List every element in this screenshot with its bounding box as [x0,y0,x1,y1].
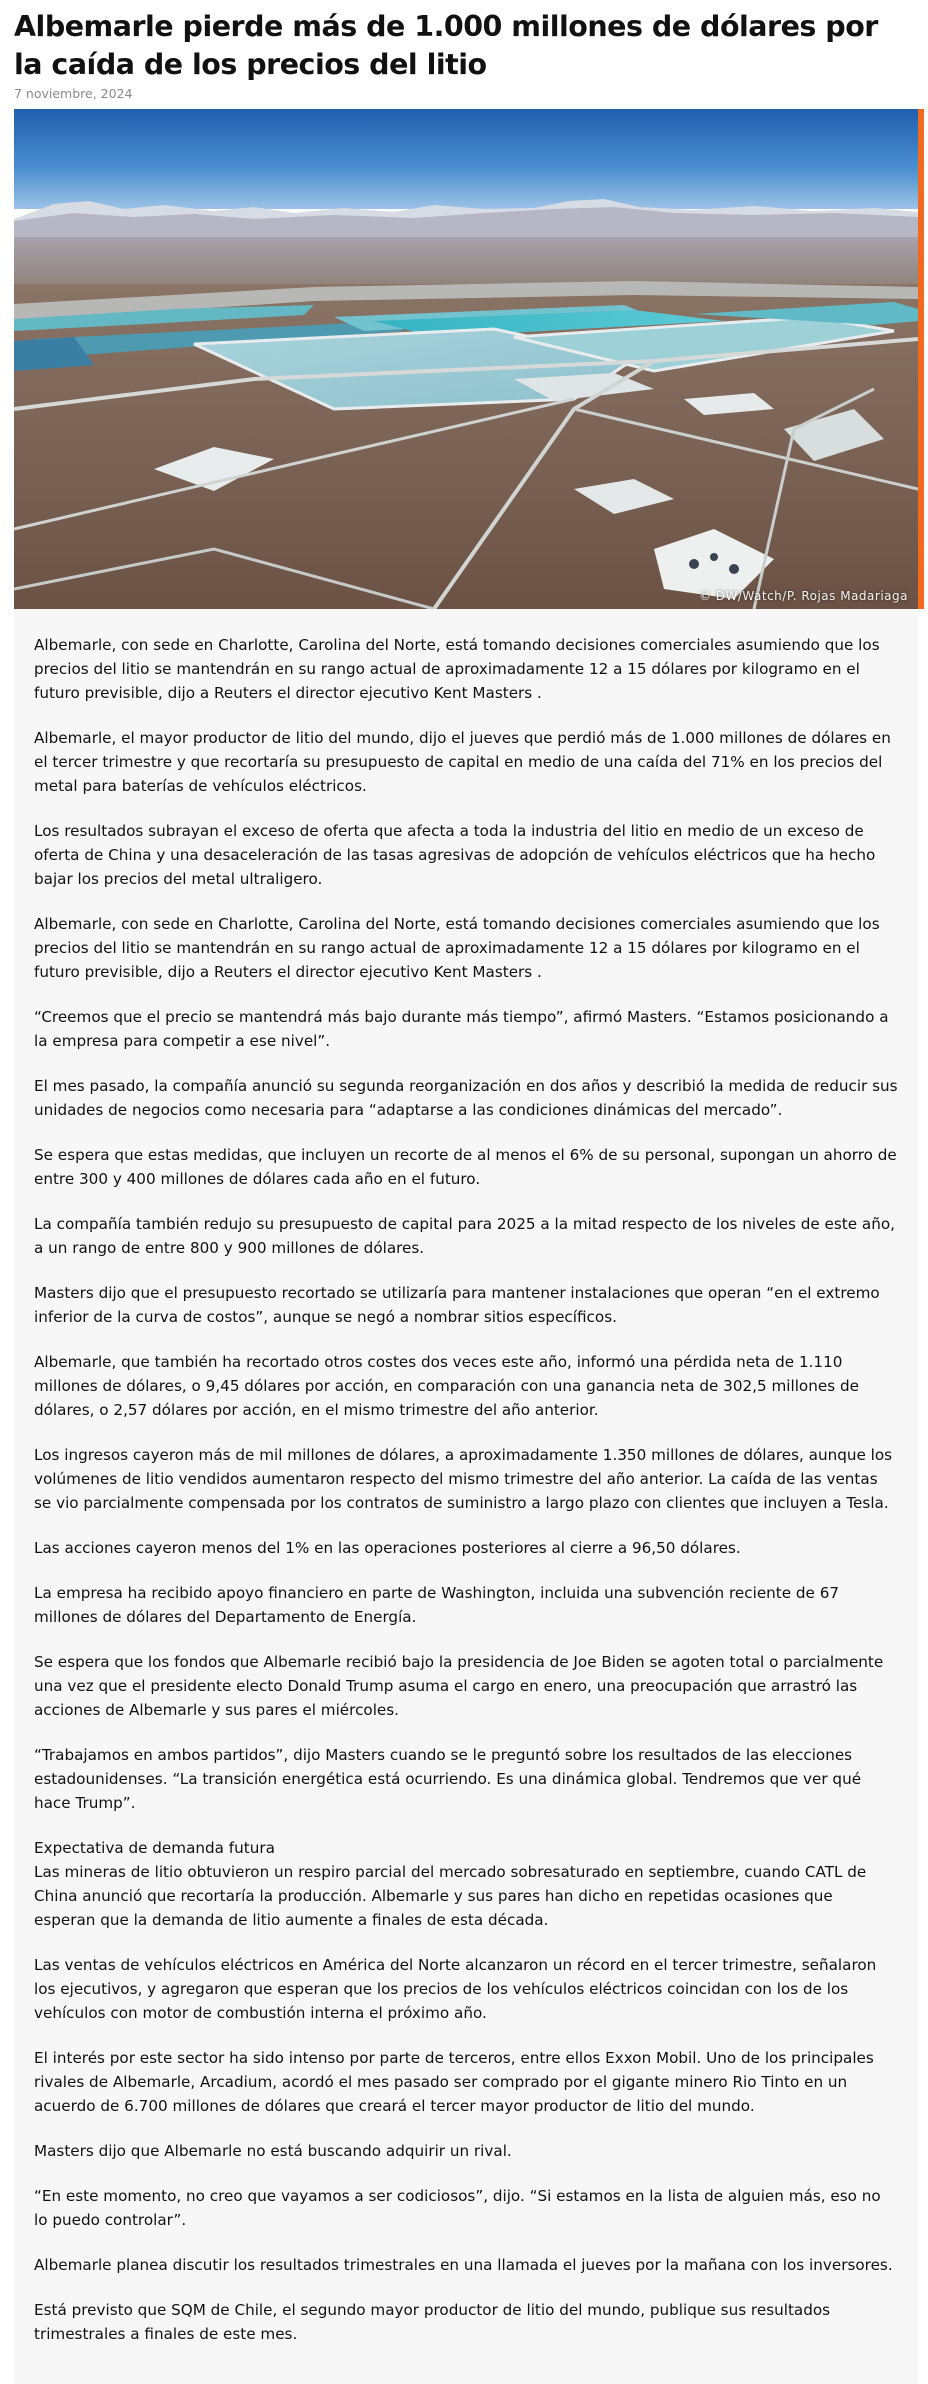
paragraph: Albemarle, que también ha recortado otros costes dos veces este año, informó una pérdida neta de 1.110 millones de dólares, o 9,45 dólares por acción, en comparación con una ganancia neta de 302,5 millones de dólares, o 2,57 dólares por acción, en el mismo trimestre del año anterior. [34,1353,859,1419]
paragraph: Las ventas de vehículos eléctricos en América del Norte alcanzaron un récord en el tercer trimestre, señalaron los ejecutivos, y agregaron que esperan que los precios de los vehículos eléctricos coincidan con los de los vehículos con motor de combustión interna el próximo año. [34,1956,877,2022]
paragraph: Se espera que estas medidas, que incluyen un recorte de al menos el 6% de su personal, supongan un ahorro de entre 300 y 400 millones de dólares cada año en el futuro. [34,1146,897,1188]
paragraph: “Trabajamos en ambos partidos”, dijo Masters cuando se le preguntó sobre los resultados de las elecciones estadounidenses. “La transición energética está ocurriendo. Es una dinámica global. Tendremos que ver qué hace Trump”. [34,1746,862,1812]
article-body [14,609,918,2384]
paragraph: Los ingresos cayeron más de mil millones de dólares, a aproximadamente 1.350 millones de dólares, aunque los volúmenes de litio vendidos aumentaron respecto del mismo trimestre del año anterior. La caída de las ventas se vio parcialmente compensada por los contratos de suministro a largo plazo con clientes que incluyen a Tesla. [34,1446,893,1512]
paragraph: La empresa ha recibido apoyo financiero en parte de Washington, incluida una subvención reciente de 67 millones de dólares del Departamento de Energía. [34,1584,840,1626]
accent-bar [918,109,924,609]
paragraph: Las acciones cayeron menos del 1% en las operaciones posteriores al cierre a 96,50 dólares. [34,1539,741,1557]
paragraph: Los resultados subrayan el exceso de oferta que afecta a toda la industria del litio en medio de un exceso de oferta de China y una desaceleración de las tasas agresivas de adopción de vehículos eléctricos que ha hecho bajar los precios del metal ultraligero. [34,822,876,888]
paragraph: Albemarle, con sede en Charlotte, Carolina del Norte, está tomando decisiones comerciales asumiendo que los precios del litio se mantendrán en su rango actual de aproximadamente 12 a 15 dólares por kilogramo en el futuro previsible, dijo a Reuters el director ejecutivo Kent Masters . [34,636,880,702]
paragraph: El mes pasado, la compañía anunció su segunda reorganización en dos años y describió la medida de reducir sus unidades de negocios como necesaria para “adaptarse a las condiciones dinámicas del mercado”. [34,1077,898,1119]
article-header [0,0,928,103]
paragraph: El interés por este sector ha sido intenso por parte de terceros, entre ellos Exxon Mobil. Uno de los principales rivales de Albemarle, Arcadium, acordó el mes pasado ser comprado por el gigante minero Rio Tinto en un acuerdo de 6.700 millones de dólares que creará el tercer mayor productor de litio del mundo. [34,2049,874,2115]
paragraph: Masters dijo que el presupuesto recortado se utilizaría para mantener instalaciones que operan “en el extremo inferior de la curva de costos”, aunque se negó a nombrar sitios específicos. [34,1284,880,1326]
paragraph: Albemarle, el mayor productor de litio del mundo, dijo el jueves que perdió más de 1.000 millones de dólares en el tercer trimestre y que recortaría su presupuesto de capital en medio de una caída del 71% en los precios del metal para baterías de vehículos eléctricos. [34,729,891,795]
image-credit: © DW/Watch/P. Rojas Madariaga [698,589,908,603]
paragraph: La compañía también redujo su presupuesto de capital para 2025 a la mitad respecto de los niveles de este año, a un rango de entre 800 y 900 millones de dólares. [34,1215,895,1257]
paragraph: Se espera que los fondos que Albemarle recibió bajo la presidencia de Joe Biden se agoten total o parcialmente una vez que el presidente electo Donald Trump asuma el cargo en enero, una preocupación que arrastró las acciones de Albemarle y sus pares el miércoles. [34,1653,884,1719]
article-title: Albemarle pierde más de 1.000 millones de dólares por la caída de los precios del litio [14,10,878,81]
lithium-ponds-photo [14,109,918,609]
hero-image [14,109,918,609]
paragraph: Masters dijo que Albemarle no está buscando adquirir un rival. [34,2142,512,2160]
paragraph: Está previsto que SQM de Chile, el segundo mayor productor de litio del mundo, publique sus resultados trimestrales a finales de este mes. [34,2301,831,2343]
section-subheading: Expectativa de demanda futura [34,1839,275,1857]
paragraph: “En este momento, no creo que vayamos a ser codiciosos”, dijo. “Si estamos en la lista de alguien más, eso no lo puedo controlar”. [34,2187,881,2229]
article-date: 7 noviembre, 2024 [14,86,133,101]
paragraph: “Creemos que el precio se mantendrá más bajo durante más tiempo”, afirmó Masters. “Estamos posicionando a la empresa para competir a ese nivel”. [34,1008,889,1050]
paragraph: Albemarle planea discutir los resultados trimestrales en una llamada el jueves por la mañana con los inversores. [34,2256,893,2274]
paragraph: Las mineras de litio obtuvieron un respiro parcial del mercado sobresaturado en septiembre, cuando CATL de China anunció que recortaría la producción. Albemarle y sus pares han dicho en repetidas ocasiones que esperan que la demanda de litio aumente a finales de esta década. [34,1863,867,1929]
paragraph: Albemarle, con sede en Charlotte, Carolina del Norte, está tomando decisiones comerciales asumiendo que los precios del litio se mantendrán en su rango actual de aproximadamente 12 a 15 dólares por kilogramo en el futuro previsible, dijo a Reuters el director ejecutivo Kent Masters . [34,915,880,981]
